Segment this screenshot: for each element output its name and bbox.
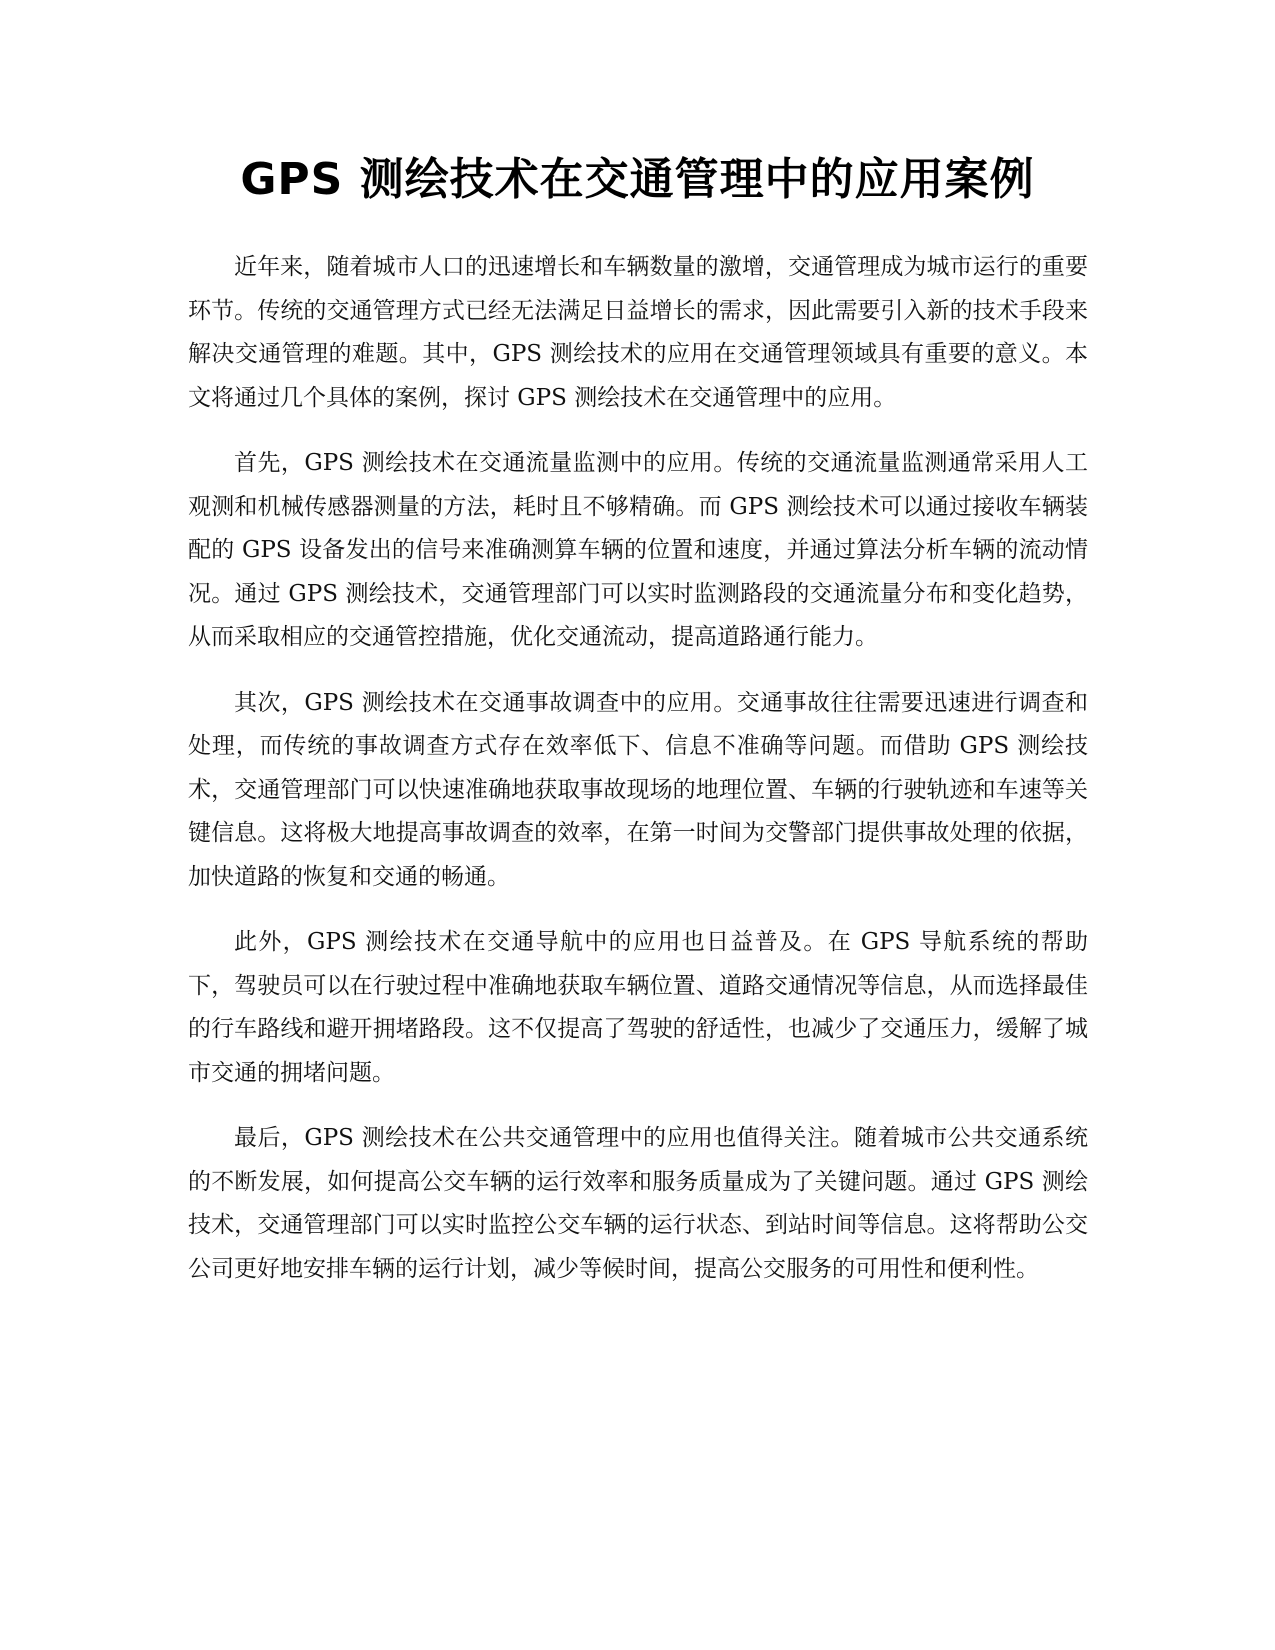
- paragraph-navigation: 此外，GPS 测绘技术在交通导航中的应用也日益普及。在 GPS 导航系统的帮助下，驾驶员可以在行驶过程中准确地获取车辆位置、道路交通情况等信息，从而选择最佳的行车路线和避开拥堵路段。这不仅提高了驾驶的舒适性，也减少了交通压力，缓解了城市交通的拥堵问题。: [188, 929, 1088, 1086]
- document-title: GPS 测绘技术在交通管理中的应用案例: [240, 154, 1035, 205]
- paragraph-traffic-flow: 首先，GPS 测绘技术在交通流量监测中的应用。传统的交通流量监测通常采用人工观测和机械传感器测量的方法，耗时且不够精确。而 GPS 测绘技术可以通过接收车辆装配的 GPS 设备发出的信号来准确测算车辆的位置和速度，并通过算法分析车辆的流动情况。通过 GPS 测绘技术，交通管理部门可以实时监测路段的交通流量分布和变化趋势，从而采取相应的交通管控措施，优化交通流动，提高道路通行能力。: [188, 450, 1088, 650]
- paragraph-public-transport: 最后，GPS 测绘技术在公共交通管理中的应用也值得关注。随着城市公共交通系统的不断发展，如何提高公交车辆的运行效率和服务质量成为了关键问题。通过 GPS 测绘技术，交通管理部门可以实时监控公交车辆的运行状态、到站时间等信息。这将帮助公交公司更好地安排车辆的运行计划，减少等候时间，提高公交服务的可用性和便利性。: [188, 1125, 1088, 1282]
- document-body: [188, 246, 1088, 1313]
- paragraph-intro: 近年来，随着城市人口的迅速增长和车辆数量的激增，交通管理成为城市运行的重要环节。传统的交通管理方式已经无法满足日益增长的需求，因此需要引入新的技术手段来解决交通管理的难题。其中，GPS 测绘技术的应用在交通管理领域具有重要的意义。本文将通过几个具体的案例，探讨 GPS 测绘技术在交通管理中的应用。: [188, 254, 1088, 411]
- paragraph-accident-investigation: 其次，GPS 测绘技术在交通事故调查中的应用。交通事故往往需要迅速进行调查和处理，而传统的事故调查方式存在效率低下、信息不准确等问题。而借助 GPS 测绘技术，交通管理部门可以快速准确地获取事故现场的地理位置、车辆的行驶轨迹和车速等关键信息。这将极大地提高事故调查的效率，在第一时间为交警部门提供事故处理的依据，加快道路的恢复和交通的畅通。: [188, 689, 1088, 890]
